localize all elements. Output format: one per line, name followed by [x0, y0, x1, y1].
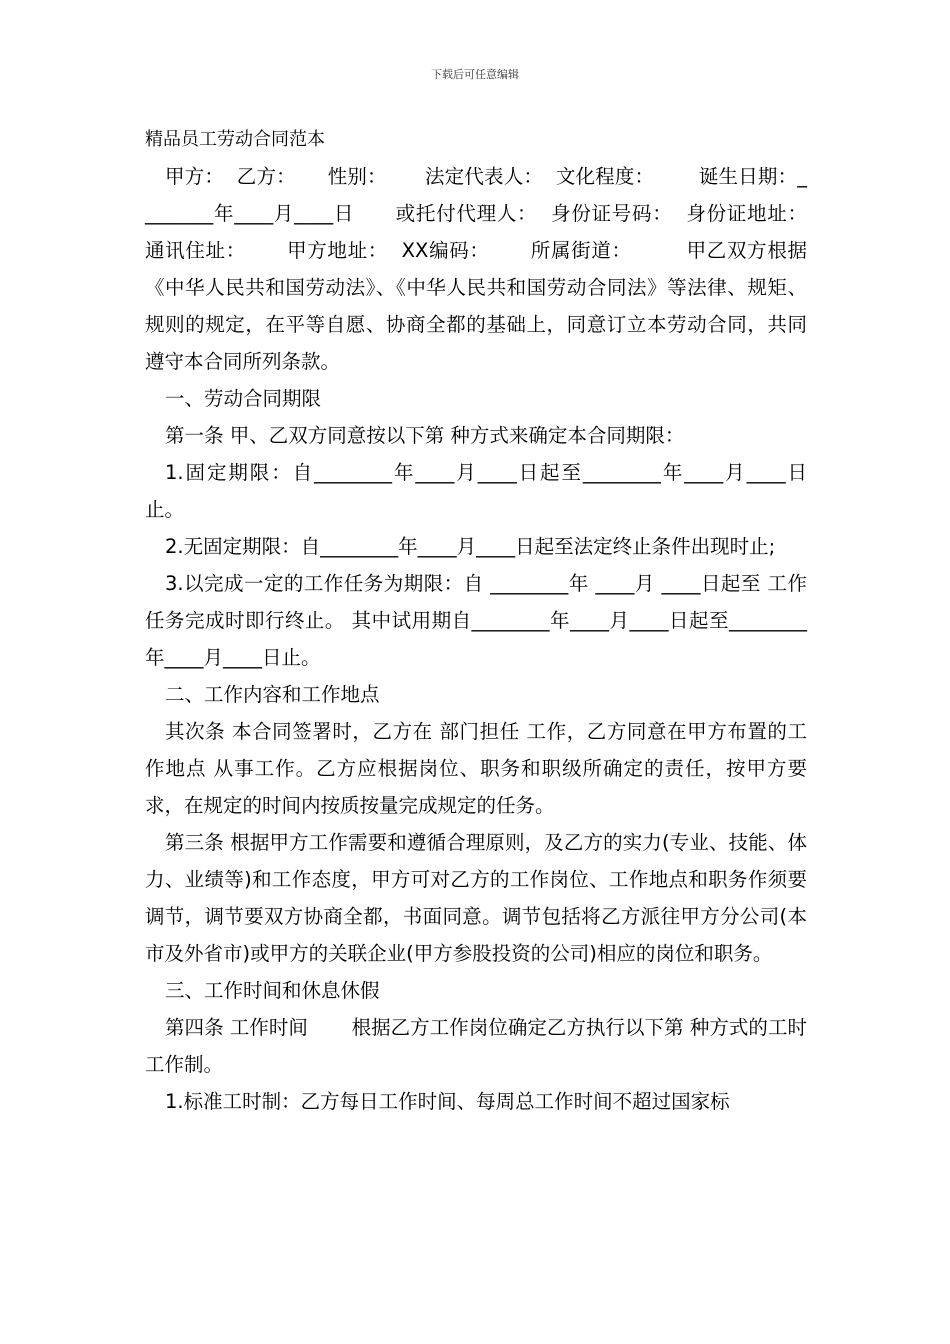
- open-term-paragraph: 2.无固定期限：自________年____月____日起至法定终止条件出现时止;: [165, 535, 776, 558]
- fixed-term-paragraph: 1.固定期限：自________年____月____日起至________年____月____日止。: [145, 461, 807, 521]
- standard-hours-paragraph: 1.标准工时制：乙方每日工作时间、每周总工作时间不超过国家标: [165, 1090, 730, 1113]
- article-1-paragraph: 第一条 甲、乙双方同意按以下第 种方式来确定本合同期限：: [165, 424, 685, 447]
- article-3-paragraph: 第三条 根据甲方工作需要和遵循合理原则，及乙方的实力(专业、技能、体力、业绩等)和工作态度，甲方可对乙方的工作岗位、工作地点和职务作须要调节，调节要双方协商全都，书面同意。调节包括将乙方派往甲方分公司(本市及外省市)或甲方的关联企业(甲方参股投资的公司)相应的岗位和职务。: [145, 831, 807, 965]
- document-title: 精品员工劳动合同范本: [145, 129, 325, 150]
- contract-parties-paragraph: 甲方： 乙方： 性别： 法定代表人： 文化程度： 诞生日期：________年____月____日 或托付代理人： 身份证号码： 身份证地址： 通讯住址： 甲方地址： XX编码： 所属街道： 甲乙双方根据《中华人民共和国劳动法》、《中华人民共和国劳动合同法》等法律、规矩、规则的规定，在平等自愿、协商全都的基础上，同意订立本劳动合同，共同遵守本合同所列条款。: [145, 165, 845, 373]
- section-heading-work-content: 二、工作内容和工作地点: [165, 683, 380, 706]
- document-body: [145, 122, 845, 1120]
- page-header-note: 下载后可任意编辑: [431, 68, 519, 81]
- article-2-paragraph: 其次条 本合同签署时，乙方在 部门担任 工作，乙方同意在甲方布置的工作地点 从事工作。乙方应根据岗位、职务和职级所确定的责任，按甲方要求，在规定的时间内按质按量完成规定的任务。: [145, 720, 807, 817]
- article-4-paragraph: 第四条 工作时间 根据乙方工作岗位确定乙方执行以下第 种方式的工时工作制。: [145, 1016, 807, 1076]
- task-term-paragraph: 3.以完成一定的工作任务为期限：自 ________年 ____月 ____日起至 工作任务完成时即行终止。 其中试用期自________年____月____日起至________年____月____日止。: [145, 572, 807, 669]
- section-heading-working-hours: 三、工作时间和休息休假: [165, 979, 380, 1002]
- section-heading-term: 一、劳动合同期限: [165, 387, 322, 410]
